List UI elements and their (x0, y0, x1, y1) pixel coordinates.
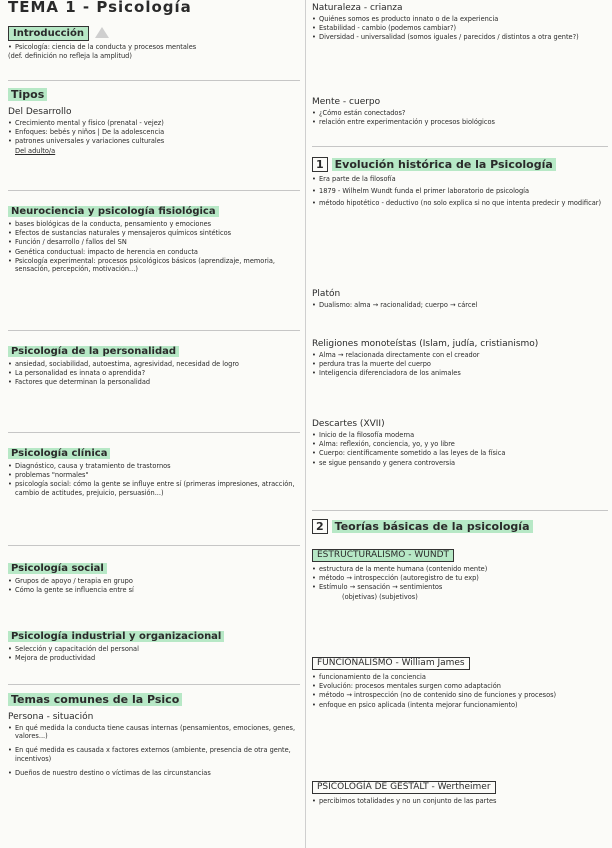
list-item: • método hipotético - deductivo (no solo explica si no que intenta predecir y modificar) (312, 199, 608, 207)
list-item: • Quiénes somos es producto innato o de la experiencia (312, 15, 608, 23)
temas-section (8, 693, 300, 778)
list-item: • bases biológicas de la conducta, pensamiento y emociones (8, 220, 300, 228)
separator (8, 330, 300, 331)
separator (8, 80, 300, 81)
section-number: 1 (312, 157, 328, 172)
list-item: • En qué medida la conducta tiene causas internas (pensamientos, emociones, genes, valores...) (8, 724, 300, 740)
desarrollo-extra: Del adulto/a (15, 146, 56, 155)
list-item: • se sigue pensando y genera controversia (312, 459, 608, 467)
teorias-section (312, 520, 608, 535)
teorias-heading: Teorías básicas de la psicología (332, 520, 533, 533)
mente-heading: Mente - cuerpo (312, 97, 381, 107)
list-item: • funcionamiento de la conciencia (312, 673, 608, 681)
list-item: • Selección y capacitación del personal (8, 645, 300, 653)
clinica-section (8, 447, 300, 498)
mente-section (312, 96, 608, 127)
triangle-icon (95, 27, 109, 38)
industrial-heading: Psicología industrial y organizacional (8, 631, 224, 642)
list-item: • Psicología experimental: procesos psicológicos básicos (aprendizaje, memoria, sensación, percepción, motivación...) (8, 257, 300, 273)
list-item: • Diagnóstico, causa y tratamiento de trastornos (8, 462, 300, 470)
separator (8, 190, 300, 191)
temas-heading: Temas comunes de la Psico (8, 693, 182, 706)
list-item: • Diversidad - universalidad (somos iguales / parecidos / distintos a otra gente?) (312, 33, 608, 41)
gestalt-heading: PSICOLOGÍA DE GESTALT - Wertheimer (312, 781, 496, 794)
list-item: • psicología social: cómo la gente se influye entre sí (primeras impresiones, atracción, cambio de actitudes, prejuicio, persuasión...) (8, 480, 300, 496)
list-item: • patrones universales y variaciones culturales (8, 137, 300, 145)
neuro-section (8, 205, 300, 274)
religiones-section (312, 338, 608, 379)
list-item: • Psicología: ciencia de la conducta y procesos mentales (8, 43, 300, 51)
list-item: • método → introspección (autoregistro de tu exp) (312, 574, 608, 582)
list-item: • Mejora de productividad (8, 654, 300, 662)
evolucion-heading: Evolución histórica de la Psicología (332, 158, 556, 171)
list-item: • Grupos de apoyo / terapia en grupo (8, 577, 300, 585)
list-item: • Enfoques: bebés y niños | De la adolescencia (8, 128, 300, 136)
platon-section (312, 288, 608, 310)
funcionalismo-heading: FUNCIONALISMO - William James (312, 657, 470, 670)
neuro-heading: Neurociencia y psicología fisiológica (8, 206, 219, 217)
list-item: • Genética conductual: impacto de herencia en conducta (8, 248, 300, 256)
list-item: • ansiedad, sociabilidad, autoestima, agresividad, necesidad de logro (8, 360, 300, 368)
desarrollo-heading: Del Desarrollo (8, 107, 72, 117)
separator (8, 545, 300, 546)
list-item: • En qué medida es causada x factores externos (ambiente, presencia de otra gente, incentivos) (8, 746, 300, 762)
platon-heading: Platón (312, 289, 341, 299)
column-divider (305, 0, 306, 848)
list-item: • 1879 - Wilhelm Wundt funda el primer laboratorio de psicología (312, 187, 608, 195)
estructuralismo-section (312, 548, 608, 601)
list-item: • La personalidad es innata o aprendida? (8, 369, 300, 377)
list-note: (objetivas) (subjetivos) (342, 592, 418, 601)
gestalt-section (312, 780, 608, 806)
personalidad-section (8, 345, 300, 388)
industrial-section (8, 630, 300, 663)
list-item: • perdura tras la muerte del cuerpo (312, 360, 608, 368)
social-section (8, 562, 300, 595)
naturaleza-heading: Naturaleza - crianza (312, 3, 403, 13)
list-item: • Evolución: procesos mentales surgen como adaptación (312, 682, 608, 690)
separator (8, 432, 300, 433)
list-item: • Crecimiento mental y físico (prenatal - vejez) (8, 119, 300, 127)
funcionalismo-section (312, 656, 608, 710)
list-item: • Cuerpo: científicamente sometido a las leyes de la física (312, 449, 608, 457)
list-item: • Factores que determinan la personalidad (8, 378, 300, 386)
list-item: • Alma: reflexión, conciencia, yo, y yo libre (312, 440, 608, 448)
list-item: • Inicio de la filosofía moderna (312, 431, 608, 439)
page-title: TEMA 1 - Psicología (8, 0, 192, 16)
separator (8, 684, 300, 685)
religiones-heading: Religiones monoteístas (Islam, judía, cristianismo) (312, 339, 539, 349)
social-heading: Psicología social (8, 563, 107, 574)
list-item: • Dueños de nuestro destino o víctimas de las circunstancias (8, 769, 300, 777)
section-number: 2 (312, 519, 328, 534)
list-item: • Efectos de sustancias naturales y mensajeros químicos sintéticos (8, 229, 300, 237)
list-item: • problemas "normales" (8, 471, 300, 479)
list-note: (def. definición no refleja la amplitud) (8, 52, 132, 61)
personalidad-heading: Psicología de la personalidad (8, 346, 179, 357)
list-item: • enfoque en psico aplicada (intenta mejorar funcionamiento) (312, 701, 608, 709)
separator (312, 510, 608, 511)
list-item: • ¿Cómo están conectados? (312, 109, 608, 117)
evolucion-section (312, 158, 608, 209)
list-item: • Estabilidad - cambio (podemos cambiar?) (312, 24, 608, 32)
descartes-heading: Descartes (XVII) (312, 419, 385, 429)
list-item: • estructura de la mente humana (contenido mente) (312, 565, 608, 573)
intro-section (8, 26, 300, 60)
list-item: • método → introspección (no de contenido sino de funciones y procesos) (312, 691, 608, 699)
list-item: • relación entre experimentación y procesos biológicos (312, 118, 608, 126)
list-item: • percibimos totalidades y no un conjunto de las partes (312, 797, 608, 805)
separator (312, 146, 608, 147)
list-item: • Era parte de la filosofía (312, 175, 608, 183)
list-item: • Función / desarrollo / fallos del SN (8, 238, 300, 246)
estructuralismo-heading: ESTRUCTURALISMO - WUNDT (312, 549, 454, 562)
list-item: • Estímulo → sensación → sentimientos (312, 583, 608, 591)
temas-subheading: Persona - situación (8, 712, 94, 722)
clinica-heading: Psicología clínica (8, 448, 110, 459)
list-item: • Dualismo: alma → racionalidad; cuerpo → cárcel (312, 301, 608, 309)
list-item: • Alma → relacionada directamente con el creador (312, 351, 608, 359)
list-item: • Inteligencia diferenciadora de los animales (312, 369, 608, 377)
descartes-section (312, 418, 608, 468)
naturaleza-section (312, 2, 608, 43)
list-item: • Cómo la gente se influencia entre sí (8, 586, 300, 594)
intro-heading: Introducción (8, 26, 89, 41)
tipos-section (8, 88, 300, 155)
tipos-heading: Tipos (8, 88, 47, 101)
